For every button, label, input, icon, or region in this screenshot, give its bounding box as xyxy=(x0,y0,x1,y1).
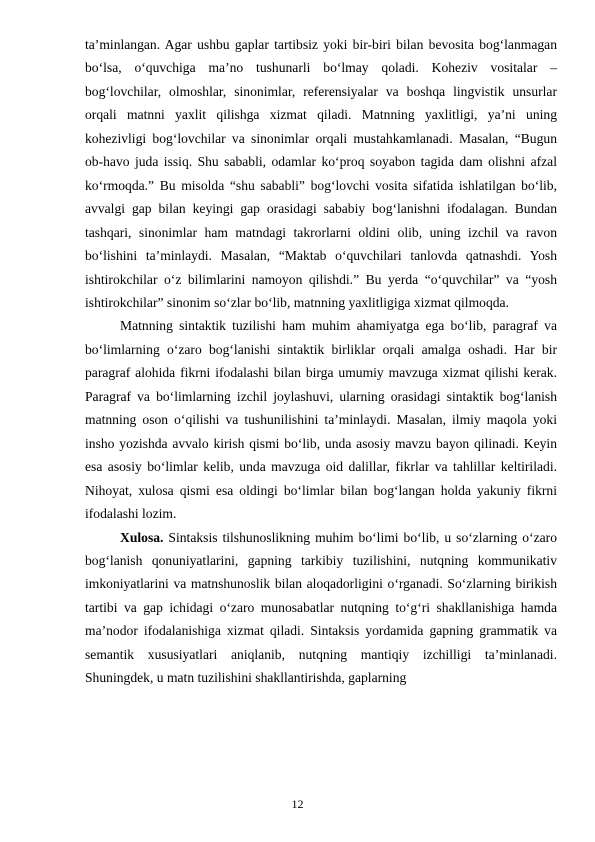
conclusion-heading: Xulosa. xyxy=(120,529,164,545)
paragraph-syntactic-structure: Matnning sintaktik tuzilishi ham muhim ahamiyatga ega bo‘lib, paragraf va bo‘limlarning o‘zaro bog‘lanishi sintaktik birliklar orqali amalga oshadi. Har bir paragraf alohida fikrni ifodalashi bilan birga umumiy mavzuga xizmat qilishi kerak. Paragraf va bo‘limlarning izchil joylashuvi, ularning orasidagi sintaktik bog‘lanish matnning oson o‘qilishi va tushunilishini ta’minlaydi. Masalan, ilmiy maqola yoki insho yozishda avvalo kirish qismi bo‘lib, unda asosiy mavzu bayon qilinadi. Keyin esa asosiy bo‘limlar kelib, unda mavzuga oid dalillar, fikrlar va tahlillar keltiriladi. Nihoyat, xulosa qismi esa oldingi bo‘limlar bilan bog‘langan holda yakuniy fikrni ifodalashi lozim. xyxy=(85,318,557,522)
page-number: 12 xyxy=(291,797,304,811)
conclusion-text: Sintaksis tilshunoslikning muhim bo‘limi bo‘lib, u so‘zlarning o‘zaro bog‘lanish qonuniyatlarini, gapning tarkibiy tuzilishini, nutqning kommunikativ imkoniyatlarini va matnshunoslik bilan aloqadorligini o‘rganadi. So‘zlarning birikish tartibi va gap ichidagi o‘zaro munosabatlar nutqning to‘g‘ri shakllanishiga hamda ma’nodor ifodalanishiga xizmat qiladi. Sintaksis yordamida gapning grammatik va semantik xususiyatlari aniqlanib, nutqning mantiqiy izchilligi ta’minlanadi. Shuningdek, u matn tuzilishini shakllantirishda, gaplarning xyxy=(85,529,557,686)
page-body xyxy=(85,33,557,690)
paragraph-cohesion: ta’minlangan. Agar ushbu gaplar tartibsiz yoki bir-biri bilan bevosita bog‘lanmagan bo‘lsa, o‘quvchiga ma’no tushunarli bo‘lmay qoladi. Koheziv vositalar – bog‘lovchilar, olmoshlar, sinonimlar, referensiyalar va boshqa lingvistik unsurlar orqali matnni yaxlit qilishga xizmat qiladi. Matnning yaxlitligi, ya’ni uning kohezivligi bog‘lovchilar va sinonimlar orqali mustahkamlanadi. Masalan, “Bugun ob-havo juda issiq. Shu sababli, odamlar ko‘proq soyabon tagida dam olishni afzal ko‘rmoqda.” Bu misolda “shu sababli” bog‘lovchi vosita sifatida ishlatilgan bo‘lib, avvalgi gap bilan keyingi gap orasidagi sababiy bog‘lanishni ifodalagan. Bundan tashqari, sinonimlar ham matndagi takrorlarni oldini olib, uning izchil va ravon bo‘lishini ta’minlaydi. Masalan, “Maktab o‘quvchilari tanlovda qatnashdi. Yosh ishtirokchilar o‘z bilimlarini namoyon qilishdi.” Bu yerda “o‘quvchilar” va “yosh ishtirokchilar” sinonim so‘zlar bo‘lib, matnning yaxlitligiga xizmat qilmoqda. xyxy=(85,37,557,310)
paragraph-conclusion xyxy=(85,526,557,690)
